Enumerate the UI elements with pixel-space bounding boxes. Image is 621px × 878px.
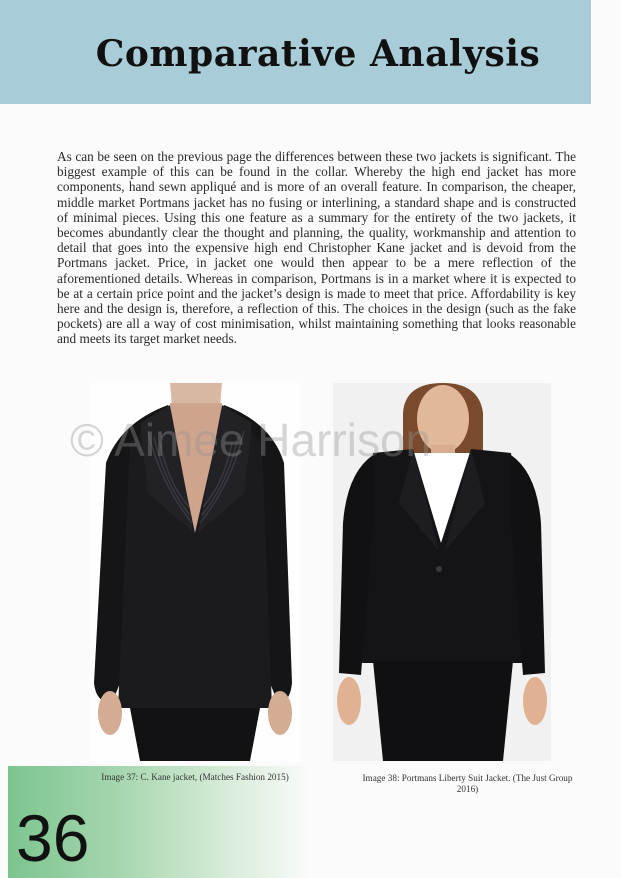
image-37-caption: Image 37: C. Kane jacket, (Matches Fashion 2015) [101, 772, 289, 782]
image-38-caption: Image 38: Portmans Liberty Suit Jacket. (The Just Group 2016) [362, 773, 573, 794]
body-paragraph: As can be seen on the previous page the differences between these two jackets is significant. The biggest example of this can be found in the collar. Whereby the high end jacket has more components, hand sewn appliqué and is more of an overall feature. In comparison, the cheaper, middle market Portmans jacket has no fusing or interlining, a standard shape and is constructed of minimal pieces. Using this one feature as a summary for the entirety of the two jackets, it becomes abundantly clear the thought and planning, the quality, workmanship and attention to detail that goes into the expensive high end Christopher Kane jacket and is devoid from the Portmans jacket. Price, in jacket one would then appear to be a mere reflection of the aforementioned details. Whereas in comparison, Portmans is in a market where it is expected to be at a certain price point and the jacket’s design is made to meet that price. Affordability is key here and the design is, therefore, a reflection of this. The choices in the design (such as the fake pockets) are all a way of cost minimisation, whilst maintaining something that looks reasonable and meets its target market needs. [57, 149, 576, 347]
copyright-watermark: © Aimee Harrison [70, 414, 432, 466]
page-number: 36 [16, 801, 90, 875]
page-title: Comparative Analysis [95, 33, 541, 75]
